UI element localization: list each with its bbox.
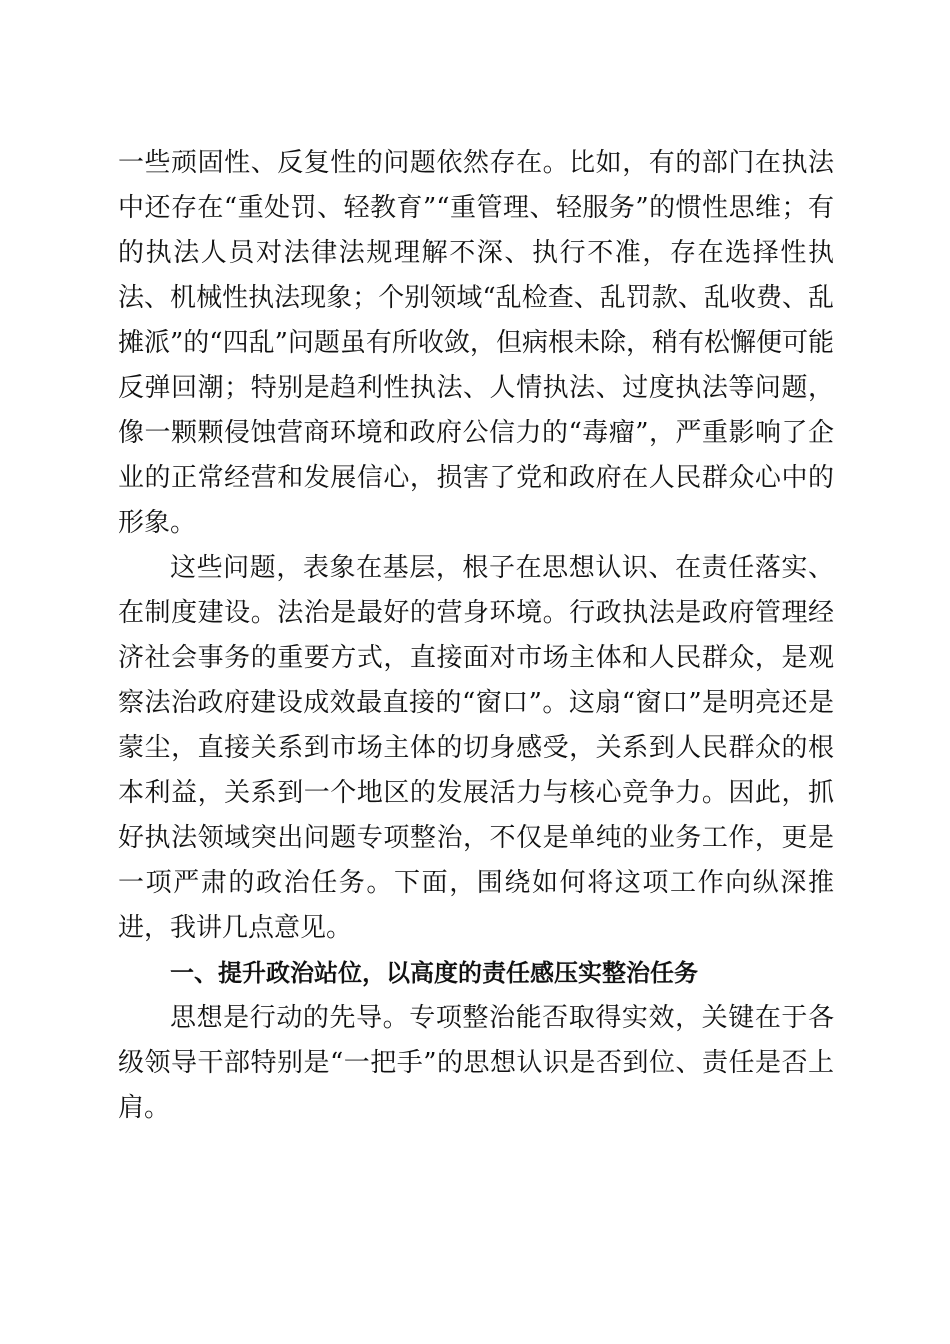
paragraph-continued: 一些顽固性、反复性的问题依然存在。比如，有的部门在执法中还存在“重处罚、轻教育”“重管理、轻服务”的惯性思维；有的执法人员对法律法规理解不深、执行不准，存在选择性执法、机械性执法现象；个别领域“乱检查、乱罚款、乱收费、乱摊派”的“四乱”问题虽有所收敛，但病根未除，稍有松懈便可能反弹回潮；特别是趋利性执法、人情执法、过度执法等问题，像一颗颗侵蚀营商环境和政府公信力的“毒瘤”，严重影响了企业的正常经营和发展信心，损害了党和政府在人民群众心中的形象。 <box>118 148 834 538</box>
paragraph-section-intro: 思想是行动的先导。专项整治能否取得实效，关键在于各级领导干部特别是“一把手”的思想认识是否到位、责任是否上肩。 <box>118 1003 834 1123</box>
document-body <box>118 141 834 1131</box>
paragraph-problems-analysis: 这些问题，表象在基层，根子在思想认识、在责任落实、在制度建设。法治是最好的营身环境。行政执法是政府管理经济社会事务的重要方式，直接面对市场主体和人民群众，是观察法治政府建设成效最直接的“窗口”。这扇“窗口”是明亮还是蒙尘，直接关系到市场主体的切身感受，关系到人民群众的根本利益，关系到一个地区的发展活力与核心竞争力。因此，抓好执法领域突出问题专项整治，不仅是单纯的业务工作，更是一项严肃的政治任务。下面，围绕如何将这项工作向纵深推进，我讲几点意见。 <box>118 553 834 943</box>
section-heading: 一、提升政治站位，以高度的责任感压实整治任务 <box>170 959 698 987</box>
